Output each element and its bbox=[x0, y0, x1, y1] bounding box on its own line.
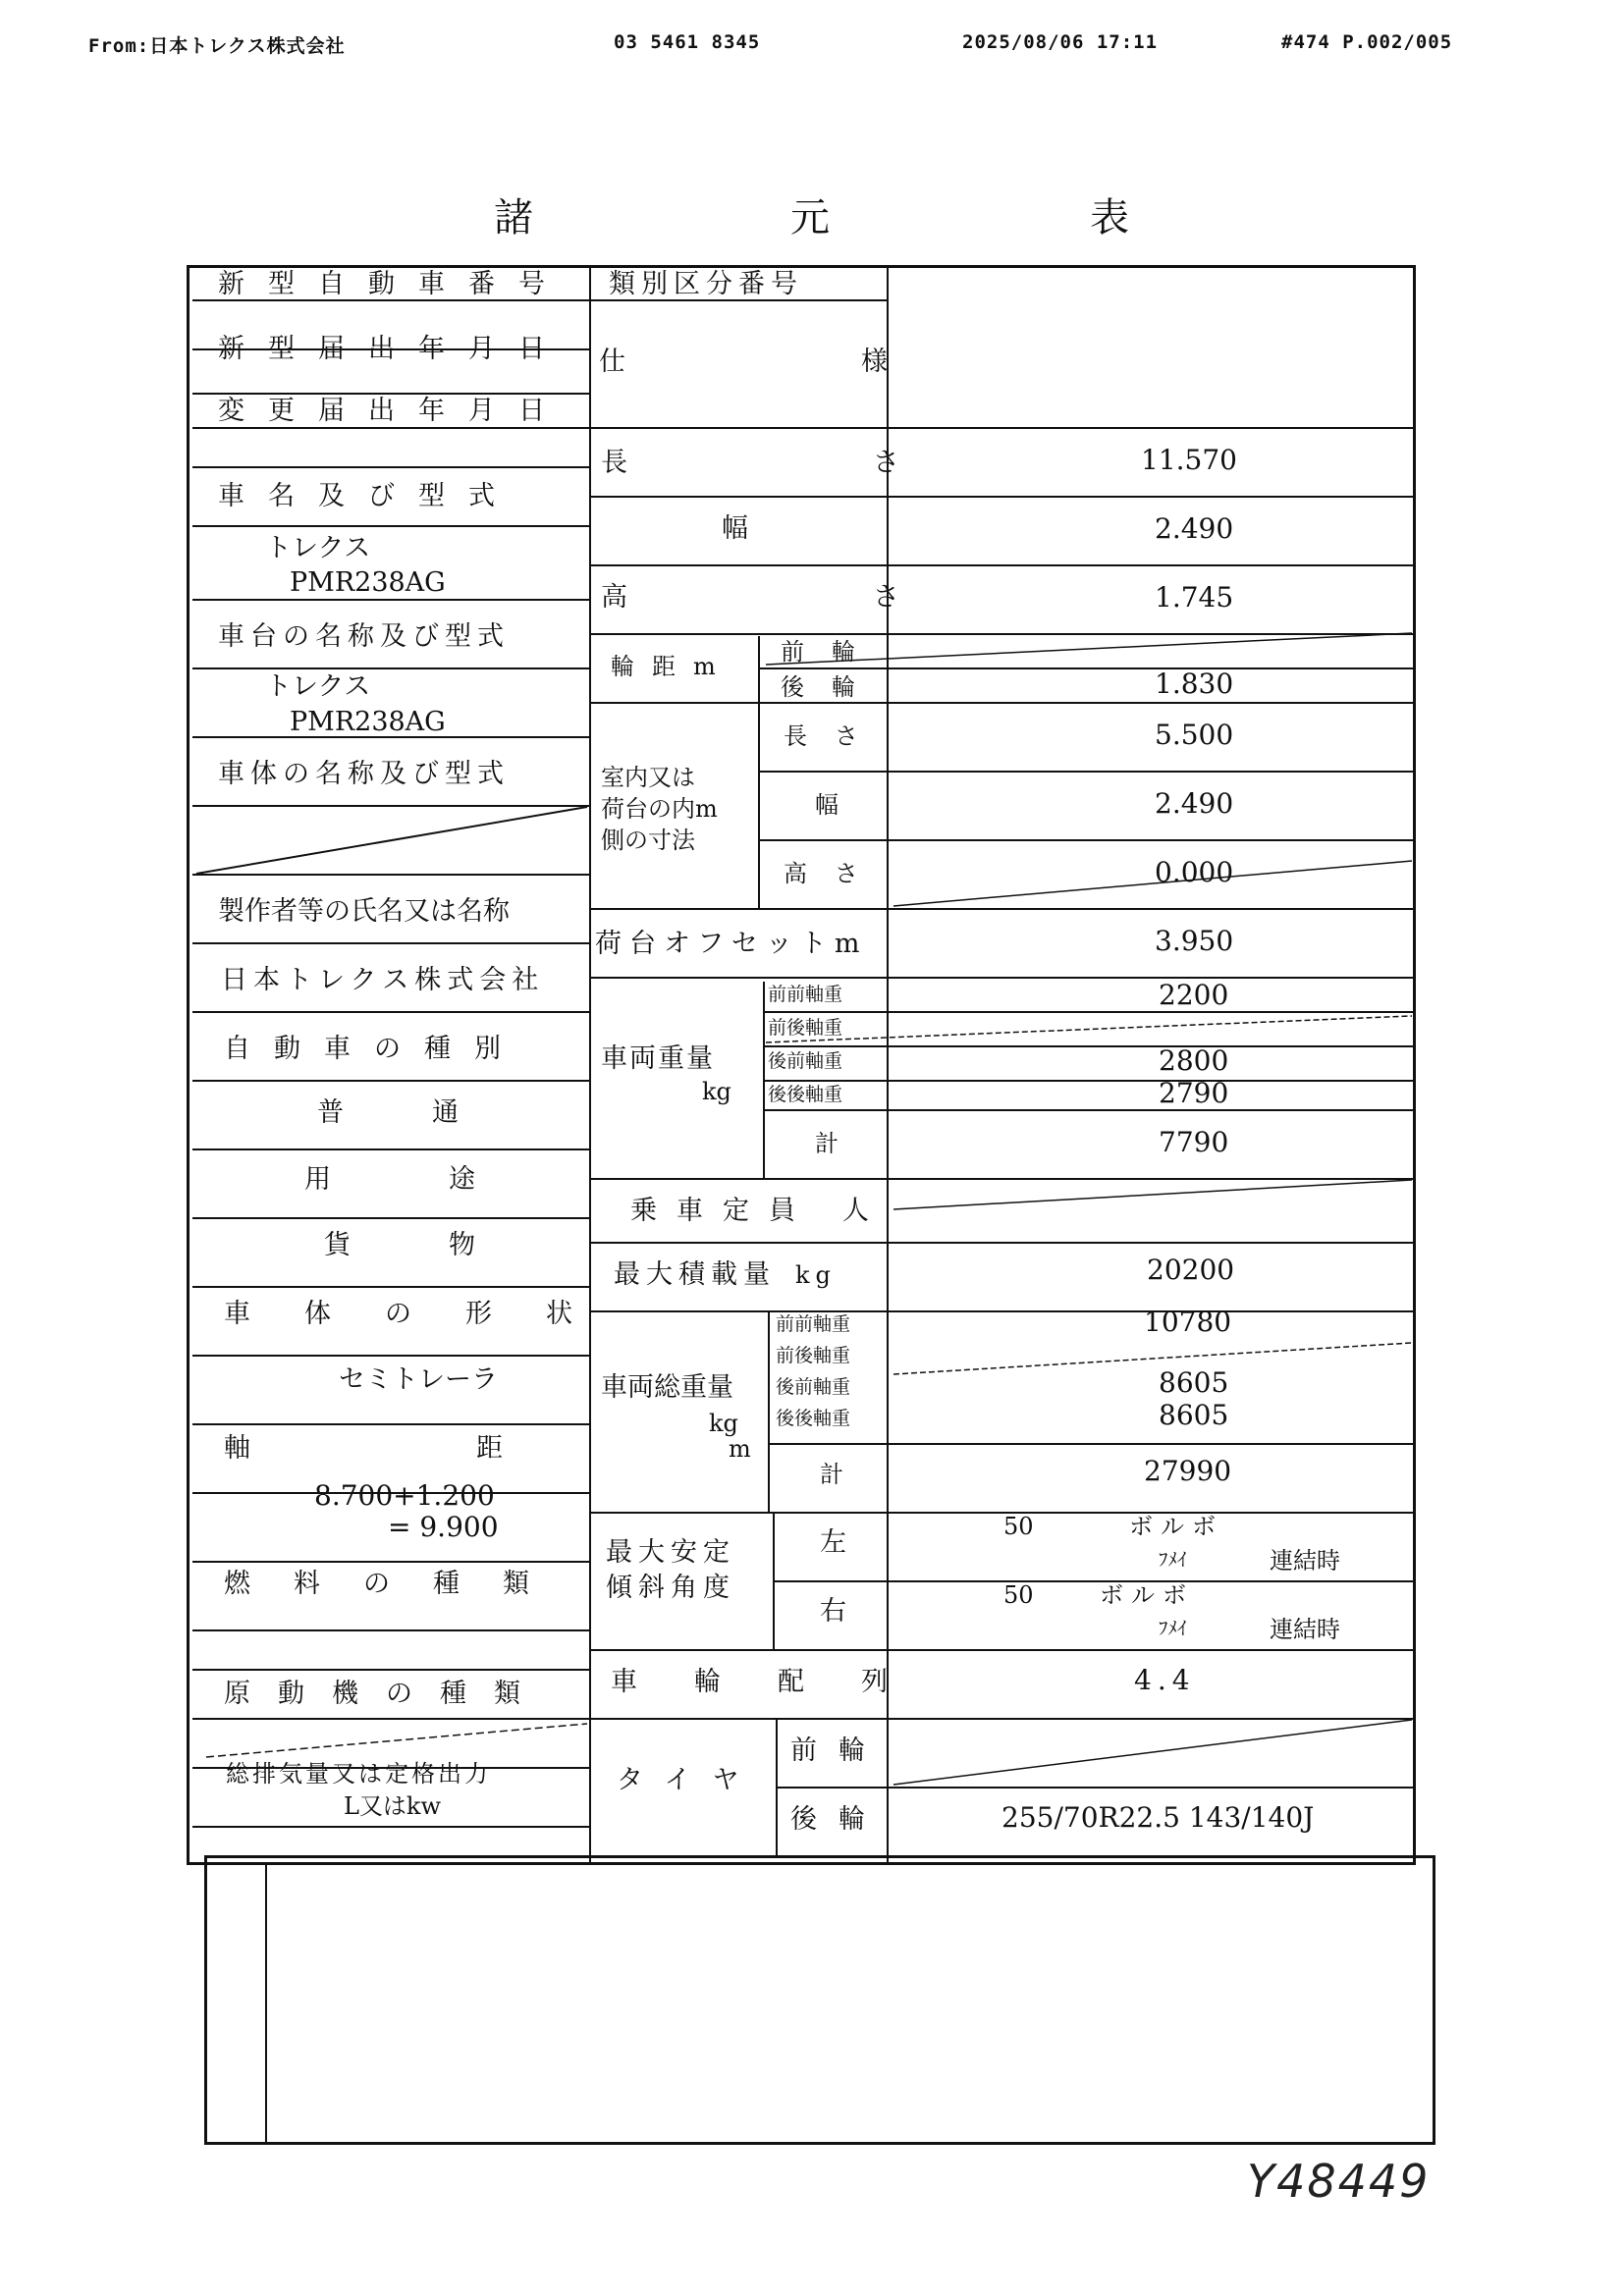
weight-total-label: 計 bbox=[815, 1130, 839, 1157]
tread-rear-label: 後輪 bbox=[781, 673, 883, 701]
handwritten-number: Y48449 bbox=[1247, 2155, 1431, 2208]
cargo-height-label: 高さ bbox=[784, 860, 886, 887]
cargo-width-value: 2.490 bbox=[1155, 787, 1234, 820]
new-vehicle-number-label: 新型自動車番号 bbox=[218, 269, 568, 299]
weight-ff-value: 2200 bbox=[1159, 979, 1229, 1011]
cargo-label-line3: 側の寸法 bbox=[601, 827, 695, 854]
gross-total-value: 27990 bbox=[1144, 1455, 1232, 1487]
max-load-unit: kg bbox=[795, 1261, 837, 1289]
vehicle-weight-unit: kg bbox=[702, 1078, 731, 1105]
tilt-left-note: 連結時 bbox=[1270, 1547, 1340, 1575]
use-value: 貨物 bbox=[324, 1230, 573, 1260]
gross-ff-value: 10780 bbox=[1144, 1306, 1232, 1338]
title-char-1: 諸 bbox=[494, 195, 533, 240]
title-char-2: 元 bbox=[790, 195, 830, 240]
gross-ff-label: 前前軸重 bbox=[776, 1313, 851, 1335]
fax-sender: From:日本トレクス株式会社 bbox=[88, 35, 346, 57]
tilt-right-text: ボルボ bbox=[1100, 1581, 1194, 1609]
fuel-label: 燃料の種類 bbox=[224, 1569, 572, 1599]
body-shape-label: 車体の形状 bbox=[224, 1299, 626, 1329]
wheelbase-unit: m bbox=[729, 1435, 751, 1463]
spec-label: 仕様 bbox=[599, 347, 1123, 377]
tread-label: 輪距m bbox=[611, 653, 733, 680]
engine-label: 原動機の種類 bbox=[224, 1679, 548, 1709]
width-value: 2.490 bbox=[1155, 512, 1234, 545]
height-label: 高さ bbox=[601, 582, 1145, 613]
chassis-line2: PMR238AG bbox=[290, 707, 446, 737]
wheel-layout-label: 車輪配列 bbox=[611, 1667, 945, 1697]
height-value: 1.745 bbox=[1155, 581, 1234, 614]
gross-total-label: 計 bbox=[820, 1461, 843, 1488]
car-name-line1: トレクス bbox=[265, 533, 371, 563]
wheelbase-value-line2: = 9.900 bbox=[388, 1511, 499, 1543]
change-date-label: 変更届出年月日 bbox=[218, 396, 568, 426]
offset-label: 荷台オフセットm bbox=[595, 929, 868, 959]
tilt-right-note: 連結時 bbox=[1270, 1616, 1340, 1643]
width-label: 幅 bbox=[722, 513, 748, 544]
wheelbase-label bbox=[224, 1435, 751, 1462]
use-label: 用途 bbox=[304, 1164, 593, 1195]
axle-rf-label: 後前軸重 bbox=[768, 1050, 843, 1072]
body-shape-value: セミトレーラ bbox=[339, 1364, 498, 1395]
cargo-label-line2: 荷台の内m bbox=[601, 795, 718, 823]
offset-value: 3.950 bbox=[1155, 925, 1234, 957]
wheelbase-value-line1: 8.700+1.200 bbox=[314, 1479, 495, 1512]
tilt-right-sub: ﾌﾒｲ bbox=[1159, 1618, 1187, 1639]
tilt-right-value: 50 bbox=[1003, 1581, 1034, 1609]
cargo-height-value: 0.000 bbox=[1155, 856, 1234, 888]
displacement-label-line1: 総排気量又は定格出力 bbox=[226, 1760, 491, 1788]
vehicle-type-label: 自動車の種別 bbox=[224, 1034, 524, 1064]
maker-label: 製作者等の氏名又は名称 bbox=[218, 896, 510, 927]
fax-datetime: 2025/08/06 17:11 bbox=[962, 31, 1159, 53]
weight-rf-value: 2800 bbox=[1159, 1044, 1229, 1077]
tilt-angle-label-line2: 傾斜角度 bbox=[606, 1573, 735, 1603]
gross-fr-label: 前後軸重 bbox=[776, 1345, 851, 1366]
tire-label: タイヤ bbox=[617, 1765, 761, 1795]
tilt-angle-label-line1: 最大安定 bbox=[606, 1537, 735, 1568]
fax-phone: 03 5461 8345 bbox=[614, 31, 761, 53]
gross-rr-label: 後後軸重 bbox=[776, 1408, 851, 1429]
capacity-unit: 人 bbox=[842, 1196, 889, 1226]
vehicle-type-value: 普通 bbox=[317, 1097, 547, 1128]
cargo-width-label: 幅 bbox=[815, 791, 839, 819]
gross-rf-value: 8605 bbox=[1159, 1366, 1229, 1399]
title-char-3: 表 bbox=[1090, 195, 1129, 240]
car-name-label: 車名及び型式 bbox=[218, 481, 518, 511]
displacement-label-line2: L又はkw bbox=[344, 1792, 442, 1820]
tilt-left-sub: ﾌﾒｲ bbox=[1159, 1549, 1187, 1571]
capacity-label-text: 乗車定員 bbox=[630, 1196, 815, 1226]
tilt-left-value: 50 bbox=[1003, 1513, 1034, 1540]
tilt-right-label: 右 bbox=[820, 1596, 846, 1627]
wheel-layout-value: 4.4 bbox=[1134, 1664, 1196, 1696]
tread-front-label: 前輪 bbox=[781, 638, 883, 666]
length-label: 長さ bbox=[601, 448, 1145, 478]
cargo-length-value: 5.500 bbox=[1155, 719, 1234, 751]
tire-rear-value: 255/70R22.5 143/140J bbox=[1001, 1801, 1315, 1834]
weight-total-value: 7790 bbox=[1159, 1126, 1229, 1158]
weight-rr-value: 2790 bbox=[1159, 1077, 1229, 1109]
max-load-value: 20200 bbox=[1147, 1254, 1235, 1286]
axle-ff-label: 前前軸重 bbox=[768, 984, 843, 1005]
tilt-left-label: 左 bbox=[820, 1527, 846, 1558]
maker-name: 日本トレクス株式会社 bbox=[221, 965, 545, 995]
length-value: 11.570 bbox=[1141, 444, 1237, 476]
fax-page: #474 P.002/005 bbox=[1281, 31, 1453, 53]
cargo-label-line1: 室内又は bbox=[601, 764, 695, 791]
chassis-line1: トレクス bbox=[265, 671, 371, 702]
tread-rear-value: 1.830 bbox=[1155, 667, 1234, 700]
gross-weight-unit: kg bbox=[709, 1410, 738, 1437]
vehicle-weight-label: 車両重量 bbox=[601, 1043, 715, 1074]
gross-weight-label: 車両総重量 bbox=[601, 1372, 733, 1403]
body-name-label: 車体の名称及び型式 bbox=[218, 759, 510, 789]
tire-rear-label: 後輪 bbox=[790, 1804, 887, 1835]
class-number-label: 類別区分番号 bbox=[609, 269, 803, 299]
gross-rr-value: 8605 bbox=[1159, 1399, 1229, 1431]
axle-fr-label: 前後軸重 bbox=[768, 1017, 843, 1039]
wheelbase-label-text: 軸距 bbox=[224, 1433, 729, 1464]
max-load-label bbox=[614, 1261, 837, 1288]
capacity-label bbox=[630, 1198, 889, 1224]
new-type-date-label: 新型届出年月日 bbox=[218, 334, 568, 364]
car-name-line2: PMR238AG bbox=[290, 567, 446, 598]
cargo-length-label: 長さ bbox=[784, 722, 886, 750]
gross-rf-label: 後前軸重 bbox=[776, 1376, 851, 1398]
max-load-label-text: 最大積載量 bbox=[614, 1259, 776, 1290]
chassis-label: 車台の名称及び型式 bbox=[218, 621, 510, 652]
tilt-left-text: ボルボ bbox=[1129, 1513, 1223, 1540]
tire-front-label: 前輪 bbox=[790, 1735, 887, 1766]
axle-rr-label: 後後軸重 bbox=[768, 1084, 843, 1105]
